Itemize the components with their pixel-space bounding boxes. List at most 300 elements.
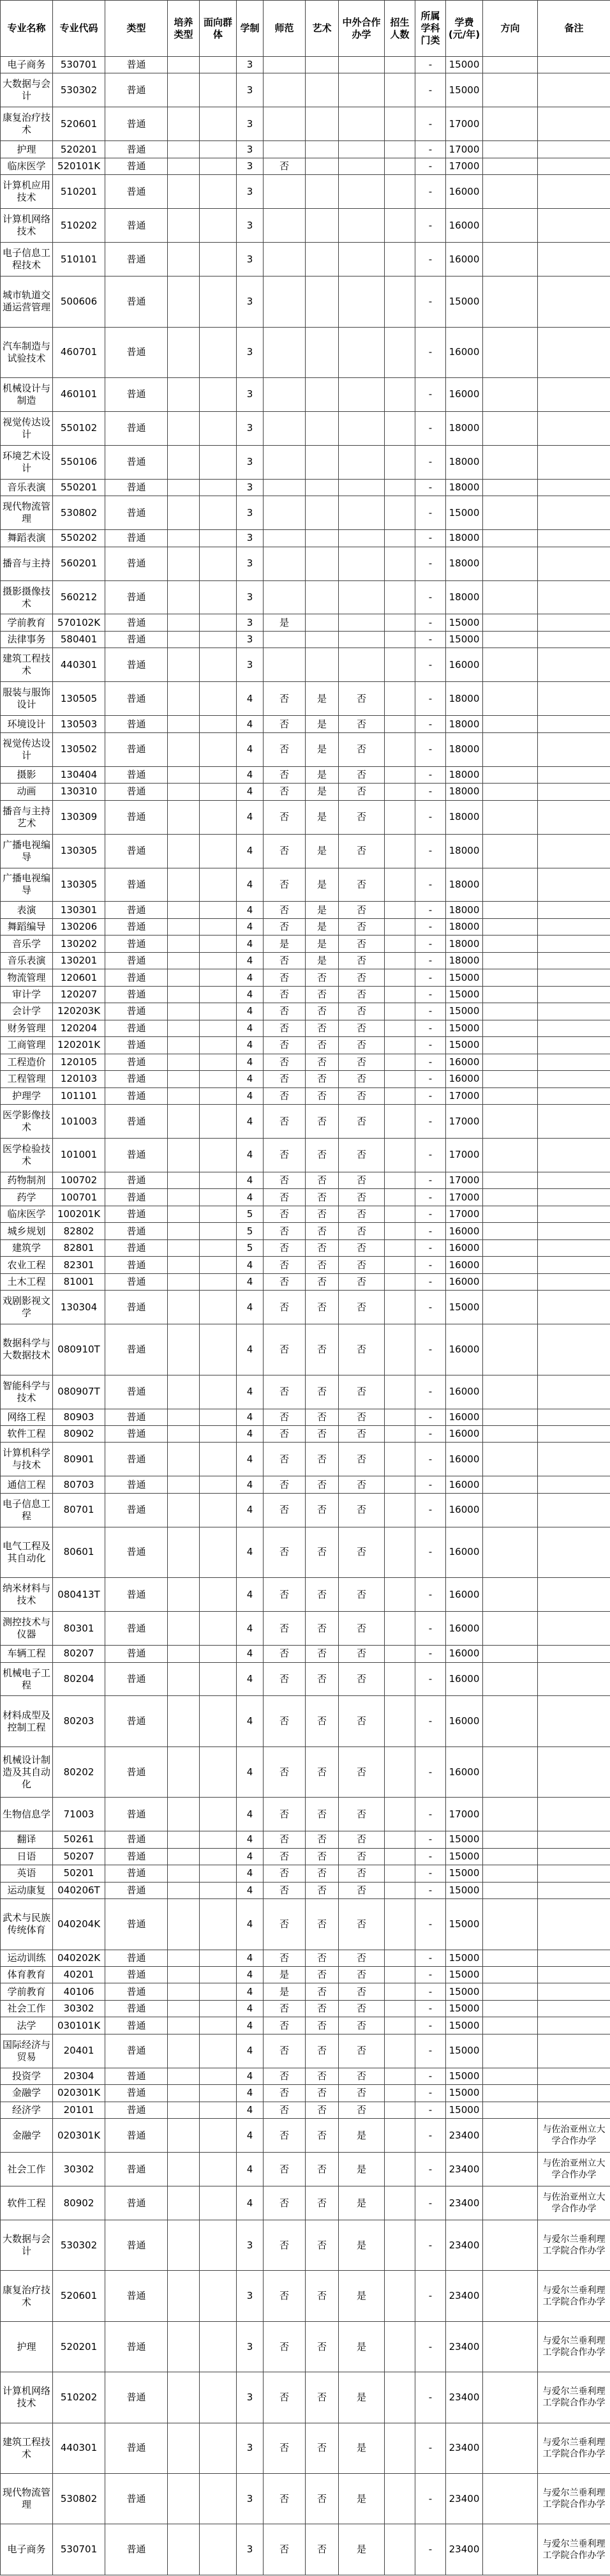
note bbox=[538, 1578, 610, 1612]
duration: 4 bbox=[237, 1983, 264, 2000]
major-type: 普通 bbox=[105, 1071, 168, 1087]
audience bbox=[200, 243, 237, 277]
note bbox=[538, 377, 610, 411]
enrollment bbox=[385, 1476, 415, 1493]
is-normal: 否 bbox=[264, 918, 306, 935]
is-normal bbox=[264, 57, 306, 73]
train-type bbox=[168, 1189, 200, 1206]
direction bbox=[483, 631, 538, 648]
note bbox=[538, 936, 610, 952]
enrollment bbox=[385, 1798, 415, 1831]
major-code: 030101K bbox=[53, 2017, 105, 2034]
major-code: 510202 bbox=[53, 2372, 105, 2423]
is-joint: 否 bbox=[339, 1646, 385, 1662]
direction bbox=[483, 1223, 538, 1239]
enrollment bbox=[385, 1239, 415, 1256]
table-row bbox=[1, 1831, 610, 1848]
is-art: 否 bbox=[306, 2000, 339, 2017]
duration: 4 bbox=[237, 969, 264, 986]
discipline: - bbox=[415, 1493, 446, 1527]
train-type bbox=[168, 1223, 200, 1239]
major-type: 普通 bbox=[105, 2474, 168, 2524]
note bbox=[538, 1273, 610, 1290]
major-type: 普通 bbox=[105, 1696, 168, 1746]
tuition: 16000 bbox=[446, 1696, 483, 1746]
note bbox=[538, 2017, 610, 2034]
col-header-enrollment: 招生人数 bbox=[385, 1, 415, 57]
duration: 3 bbox=[237, 411, 264, 445]
note bbox=[538, 1493, 610, 1527]
tuition: 16000 bbox=[446, 1223, 483, 1239]
train-type bbox=[168, 1493, 200, 1527]
table-row bbox=[1, 1189, 610, 1206]
discipline: - bbox=[415, 1172, 446, 1188]
enrollment bbox=[385, 1037, 415, 1054]
audience bbox=[200, 1003, 237, 1020]
is-art: 否 bbox=[306, 1646, 339, 1662]
direction bbox=[483, 952, 538, 969]
is-art: 是 bbox=[306, 716, 339, 732]
duration: 4 bbox=[237, 868, 264, 902]
major-type: 普通 bbox=[105, 936, 168, 952]
major-name: 经济学 bbox=[1, 2102, 53, 2118]
is-joint: 是 bbox=[339, 2153, 385, 2186]
major-type: 普通 bbox=[105, 784, 168, 800]
table-row bbox=[1, 2085, 610, 2102]
is-joint bbox=[339, 141, 385, 158]
major-code: 50261 bbox=[53, 1831, 105, 1848]
is-art: 否 bbox=[306, 969, 339, 986]
tuition: 15000 bbox=[446, 969, 483, 986]
train-type bbox=[168, 1578, 200, 1612]
major-code: 130201 bbox=[53, 952, 105, 969]
discipline: - bbox=[415, 1746, 446, 1797]
train-type bbox=[168, 1172, 200, 1188]
duration: 4 bbox=[237, 902, 264, 918]
is-art: 否 bbox=[306, 2085, 339, 2102]
is-art: 否 bbox=[306, 1983, 339, 2000]
tuition: 16000 bbox=[446, 1443, 483, 1476]
is-art: 否 bbox=[306, 1375, 339, 1409]
is-joint bbox=[339, 73, 385, 107]
table-row bbox=[1, 1273, 610, 1290]
audience bbox=[200, 1646, 237, 1662]
audience bbox=[200, 1172, 237, 1188]
major-name: 大数据与会计 bbox=[1, 73, 53, 107]
direction bbox=[483, 918, 538, 935]
discipline: - bbox=[415, 1425, 446, 1442]
train-type bbox=[168, 175, 200, 209]
is-art: 否 bbox=[306, 2321, 339, 2372]
discipline: - bbox=[415, 1020, 446, 1036]
enrollment bbox=[385, 1831, 415, 1848]
tuition: 15000 bbox=[446, 614, 483, 631]
is-joint: 否 bbox=[339, 868, 385, 902]
duration: 3 bbox=[237, 2321, 264, 2372]
major-code: 130502 bbox=[53, 732, 105, 766]
major-name: 环境艺术设计 bbox=[1, 445, 53, 479]
direction bbox=[483, 2271, 538, 2321]
major-code: 80207 bbox=[53, 1646, 105, 1662]
major-type: 普通 bbox=[105, 1983, 168, 2000]
is-normal: 否 bbox=[264, 1848, 306, 1865]
duration: 4 bbox=[237, 1291, 264, 1324]
note: 与爱尔兰垂利理工学院合作办学 bbox=[538, 2524, 610, 2575]
audience bbox=[200, 936, 237, 952]
discipline: - bbox=[415, 1865, 446, 1882]
is-joint: 否 bbox=[339, 1746, 385, 1797]
major-code: 510202 bbox=[53, 209, 105, 243]
train-type bbox=[168, 530, 200, 547]
duration: 4 bbox=[237, 834, 264, 868]
major-code: 120601 bbox=[53, 969, 105, 986]
is-art bbox=[306, 327, 339, 377]
major-type: 普通 bbox=[105, 1882, 168, 1898]
tuition: 17000 bbox=[446, 107, 483, 141]
train-type bbox=[168, 2524, 200, 2575]
is-art: 否 bbox=[306, 1105, 339, 1139]
note bbox=[538, 411, 610, 445]
is-art: 是 bbox=[306, 682, 339, 716]
major-type: 普通 bbox=[105, 952, 168, 969]
is-normal: 是 bbox=[264, 936, 306, 952]
table-row bbox=[1, 614, 610, 631]
is-joint: 否 bbox=[339, 766, 385, 783]
discipline: - bbox=[415, 243, 446, 277]
col-header-normal: 师范 bbox=[264, 1, 306, 57]
direction bbox=[483, 834, 538, 868]
major-name: 护理 bbox=[1, 141, 53, 158]
enrollment bbox=[385, 1527, 415, 1577]
discipline: - bbox=[415, 1206, 446, 1222]
discipline: - bbox=[415, 2034, 446, 2068]
discipline: - bbox=[415, 580, 446, 614]
is-normal: 否 bbox=[264, 1291, 306, 1324]
major-type: 普通 bbox=[105, 158, 168, 174]
audience bbox=[200, 2034, 237, 2068]
direction bbox=[483, 1612, 538, 1646]
direction bbox=[483, 243, 538, 277]
tuition: 15000 bbox=[446, 2068, 483, 2084]
audience bbox=[200, 158, 237, 174]
audience bbox=[200, 1527, 237, 1577]
tuition: 16000 bbox=[446, 209, 483, 243]
enrollment bbox=[385, 2186, 415, 2220]
discipline: - bbox=[415, 952, 446, 969]
major-name: 会计学 bbox=[1, 1003, 53, 1020]
major-code: 80902 bbox=[53, 1425, 105, 1442]
train-type bbox=[168, 1612, 200, 1646]
major-code: 040206T bbox=[53, 1882, 105, 1898]
audience bbox=[200, 614, 237, 631]
is-art: 否 bbox=[306, 1831, 339, 1848]
major-code: 080907T bbox=[53, 1375, 105, 1409]
train-type bbox=[168, 1831, 200, 1848]
discipline: - bbox=[415, 1087, 446, 1104]
major-name: 机械设计与制造 bbox=[1, 377, 53, 411]
table-row bbox=[1, 411, 610, 445]
note bbox=[538, 1983, 610, 2000]
note bbox=[538, 1443, 610, 1476]
discipline: - bbox=[415, 868, 446, 902]
table-row bbox=[1, 175, 610, 209]
note bbox=[538, 1409, 610, 1425]
is-normal: 否 bbox=[264, 2423, 306, 2473]
is-normal: 否 bbox=[264, 1527, 306, 1577]
major-name: 测控技术与仪器 bbox=[1, 1612, 53, 1646]
table-row bbox=[1, 2220, 610, 2271]
is-art: 否 bbox=[306, 1409, 339, 1425]
direction bbox=[483, 2153, 538, 2186]
table-row bbox=[1, 1425, 610, 1442]
train-type bbox=[168, 1324, 200, 1375]
is-normal bbox=[264, 277, 306, 327]
major-code: 560201 bbox=[53, 547, 105, 580]
note bbox=[538, 986, 610, 1003]
major-type: 普通 bbox=[105, 1054, 168, 1070]
note bbox=[538, 834, 610, 868]
note bbox=[538, 2085, 610, 2102]
major-name: 金融学 bbox=[1, 2085, 53, 2102]
discipline: - bbox=[415, 1223, 446, 1239]
audience bbox=[200, 834, 237, 868]
audience bbox=[200, 1189, 237, 1206]
major-code: 82801 bbox=[53, 1239, 105, 1256]
table-row bbox=[1, 2102, 610, 2118]
enrollment bbox=[385, 1291, 415, 1324]
is-art: 否 bbox=[306, 1054, 339, 1070]
enrollment bbox=[385, 648, 415, 682]
discipline: - bbox=[415, 1578, 446, 1612]
major-type: 普通 bbox=[105, 2034, 168, 2068]
direction bbox=[483, 547, 538, 580]
table-row bbox=[1, 2524, 610, 2575]
audience bbox=[200, 1746, 237, 1797]
major-type: 普通 bbox=[105, 1291, 168, 1324]
tuition: 15000 bbox=[446, 277, 483, 327]
note: 与佐治亚州立大学合作办学 bbox=[538, 2186, 610, 2220]
note bbox=[538, 1696, 610, 1746]
is-normal: 否 bbox=[264, 2524, 306, 2575]
is-normal: 否 bbox=[264, 1662, 306, 1696]
direction bbox=[483, 327, 538, 377]
train-type bbox=[168, 277, 200, 327]
table-row bbox=[1, 1527, 610, 1577]
note bbox=[538, 1054, 610, 1070]
direction bbox=[483, 1206, 538, 1222]
major-type: 普通 bbox=[105, 1966, 168, 1983]
train-type bbox=[168, 2000, 200, 2017]
audience bbox=[200, 1798, 237, 1831]
is-art: 否 bbox=[306, 1273, 339, 1290]
is-art: 否 bbox=[306, 2017, 339, 2034]
is-joint: 否 bbox=[339, 682, 385, 716]
audience bbox=[200, 1443, 237, 1476]
tuition: 15000 bbox=[446, 1899, 483, 1950]
major-code: 560212 bbox=[53, 580, 105, 614]
duration: 3 bbox=[237, 2372, 264, 2423]
note: 与爱尔兰垂利理工学院合作办学 bbox=[538, 2220, 610, 2271]
discipline: - bbox=[415, 1189, 446, 1206]
major-type: 普通 bbox=[105, 73, 168, 107]
table-row bbox=[1, 2321, 610, 2372]
is-joint: 否 bbox=[339, 902, 385, 918]
table-row bbox=[1, 631, 610, 648]
major-type: 普通 bbox=[105, 986, 168, 1003]
direction bbox=[483, 1054, 538, 1070]
discipline: - bbox=[415, 1324, 446, 1375]
enrollment bbox=[385, 73, 415, 107]
tuition: 16000 bbox=[446, 648, 483, 682]
is-joint: 否 bbox=[339, 1476, 385, 1493]
duration: 3 bbox=[237, 445, 264, 479]
direction bbox=[483, 868, 538, 902]
major-name: 环境设计 bbox=[1, 716, 53, 732]
major-code: 20101 bbox=[53, 2102, 105, 2118]
major-code: 120105 bbox=[53, 1054, 105, 1070]
discipline: - bbox=[415, 277, 446, 327]
enrollment bbox=[385, 2102, 415, 2118]
audience bbox=[200, 1071, 237, 1087]
audience bbox=[200, 1087, 237, 1104]
major-name: 运动康复 bbox=[1, 1882, 53, 1898]
note bbox=[538, 73, 610, 107]
note bbox=[538, 277, 610, 327]
direction bbox=[483, 1239, 538, 1256]
note bbox=[538, 1223, 610, 1239]
major-name: 播音与主持艺术 bbox=[1, 800, 53, 834]
tuition: 16000 bbox=[446, 1612, 483, 1646]
direction bbox=[483, 2000, 538, 2017]
enrollment bbox=[385, 1087, 415, 1104]
duration: 4 bbox=[237, 1139, 264, 1172]
major-code: 30302 bbox=[53, 2000, 105, 2017]
train-type bbox=[168, 732, 200, 766]
major-type: 普通 bbox=[105, 614, 168, 631]
audience bbox=[200, 1612, 237, 1646]
is-art: 否 bbox=[306, 1966, 339, 1983]
note bbox=[538, 732, 610, 766]
enrollment bbox=[385, 732, 415, 766]
is-joint bbox=[339, 445, 385, 479]
major-type: 普通 bbox=[105, 1848, 168, 1865]
is-joint: 否 bbox=[339, 2085, 385, 2102]
is-joint: 否 bbox=[339, 1578, 385, 1612]
is-normal: 否 bbox=[264, 1172, 306, 1188]
tuition: 23400 bbox=[446, 2186, 483, 2220]
discipline: - bbox=[415, 141, 446, 158]
is-normal bbox=[264, 445, 306, 479]
audience bbox=[200, 479, 237, 496]
is-art: 否 bbox=[306, 1882, 339, 1898]
is-art: 否 bbox=[306, 1662, 339, 1696]
major-name: 工程造价 bbox=[1, 1054, 53, 1070]
is-normal: 否 bbox=[264, 1020, 306, 1036]
audience bbox=[200, 1831, 237, 1848]
enrollment bbox=[385, 902, 415, 918]
major-name: 视觉传达设计 bbox=[1, 411, 53, 445]
is-joint bbox=[339, 158, 385, 174]
enrollment bbox=[385, 2068, 415, 2084]
is-joint: 否 bbox=[339, 1139, 385, 1172]
is-normal: 否 bbox=[264, 1612, 306, 1646]
tuition: 17000 bbox=[446, 1172, 483, 1188]
enrollment bbox=[385, 57, 415, 73]
duration: 3 bbox=[237, 530, 264, 547]
major-name: 软件工程 bbox=[1, 2186, 53, 2220]
enrollment bbox=[385, 107, 415, 141]
is-art bbox=[306, 277, 339, 327]
note bbox=[538, 1848, 610, 1865]
direction bbox=[483, 2119, 538, 2153]
enrollment bbox=[385, 175, 415, 209]
note bbox=[538, 1746, 610, 1797]
note bbox=[538, 1950, 610, 1966]
note bbox=[538, 1966, 610, 1983]
is-art: 否 bbox=[306, 2102, 339, 2118]
is-art: 是 bbox=[306, 902, 339, 918]
duration: 4 bbox=[237, 766, 264, 783]
duration: 5 bbox=[237, 1223, 264, 1239]
tuition: 16000 bbox=[446, 1746, 483, 1797]
table-row bbox=[1, 1409, 610, 1425]
tuition: 15000 bbox=[446, 1983, 483, 2000]
discipline: - bbox=[415, 547, 446, 580]
table-row bbox=[1, 1746, 610, 1797]
discipline: - bbox=[415, 1831, 446, 1848]
discipline: - bbox=[415, 732, 446, 766]
train-type bbox=[168, 158, 200, 174]
direction bbox=[483, 2186, 538, 2220]
discipline: - bbox=[415, 682, 446, 716]
note: 与爱尔兰垂利理工学院合作办学 bbox=[538, 2474, 610, 2524]
discipline: - bbox=[415, 800, 446, 834]
major-type: 普通 bbox=[105, 732, 168, 766]
train-type bbox=[168, 1696, 200, 1746]
major-code: 130202 bbox=[53, 936, 105, 952]
note bbox=[538, 1003, 610, 1020]
major-name: 运动训练 bbox=[1, 1950, 53, 1966]
tuition: 16000 bbox=[446, 1409, 483, 1425]
duration: 4 bbox=[237, 986, 264, 1003]
major-code: 530701 bbox=[53, 2524, 105, 2575]
enrollment bbox=[385, 2119, 415, 2153]
is-normal: 否 bbox=[264, 1831, 306, 1848]
direction bbox=[483, 1273, 538, 1290]
major-name: 现代物流管理 bbox=[1, 496, 53, 530]
enrollment bbox=[385, 986, 415, 1003]
major-name: 音乐表演 bbox=[1, 952, 53, 969]
table-row bbox=[1, 1003, 610, 1020]
audience bbox=[200, 1409, 237, 1425]
is-normal: 否 bbox=[264, 1578, 306, 1612]
note: 与佐治亚州立大学合作办学 bbox=[538, 2119, 610, 2153]
major-type: 普通 bbox=[105, 2085, 168, 2102]
major-type: 普通 bbox=[105, 2321, 168, 2372]
enrollment bbox=[385, 530, 415, 547]
direction bbox=[483, 1257, 538, 1273]
duration: 4 bbox=[237, 1071, 264, 1087]
major-type: 普通 bbox=[105, 327, 168, 377]
table-row bbox=[1, 2423, 610, 2473]
major-code: 40106 bbox=[53, 1983, 105, 2000]
tuition: 15000 bbox=[446, 2102, 483, 2118]
discipline: - bbox=[415, 496, 446, 530]
tuition: 16000 bbox=[446, 377, 483, 411]
is-normal: 否 bbox=[264, 952, 306, 969]
major-type: 普通 bbox=[105, 2186, 168, 2220]
is-joint: 否 bbox=[339, 1324, 385, 1375]
